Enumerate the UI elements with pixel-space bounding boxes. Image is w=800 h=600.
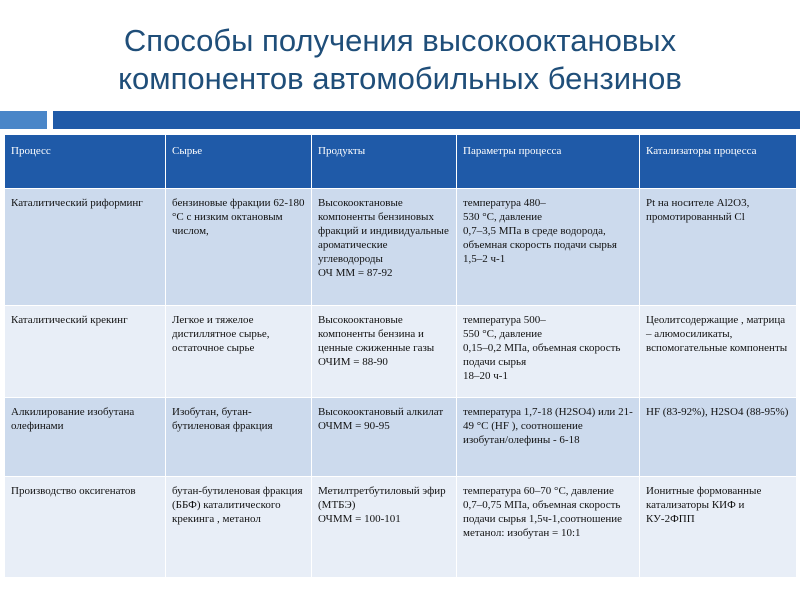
cell-feed: Легкое и тяжелое дистиллятное сырье, остаточное сырье: [166, 306, 312, 398]
cell-products-line: Высокооктановые компоненты бензина и ценные сжиженные газы: [318, 314, 435, 354]
cell-process: Каталитический риформинг: [5, 189, 166, 306]
cell-params: [457, 189, 640, 306]
cell-feed: Изобутан, бутан-бутиленовая фракция: [166, 398, 312, 477]
slide-title-line-1: Способы получения высокооктановых: [123, 23, 677, 58]
cell-feed: бензиновые фракции 62-180 °С с низким октановым числом,: [166, 189, 312, 306]
processes-table-container: [4, 134, 796, 600]
table-row: [5, 189, 797, 306]
header-products: Продукты: [312, 135, 457, 189]
header-process: Процесс: [5, 135, 166, 189]
cell-params: [457, 477, 640, 578]
cell-products: [312, 306, 457, 398]
cell-catalyst: Ионитные формованные катализаторы КИФ и КУ-2ФПП: [640, 477, 797, 578]
cell-params-line: 0,15–0,2 МПа, объемная скорость подачи сырья: [463, 342, 621, 368]
cell-catalyst: HF (83-92%), H2SO4 (88-95%): [640, 398, 797, 477]
table-row: [5, 306, 797, 398]
cell-products-line: Высокооктановый алкилат: [318, 406, 444, 418]
cell-products-line: Высокооктановые компоненты бензиновых фракций и индивидуальные ароматические углеводороды: [318, 197, 449, 265]
cell-params: [457, 398, 640, 477]
table-row: [5, 477, 797, 578]
cell-params-line: 18–20 ч-1: [463, 370, 508, 382]
slide-title: [0, 22, 800, 98]
slide-title-line-2: компонентов автомобильных бензинов: [118, 61, 682, 96]
cell-params-line: температура 480–: [463, 197, 546, 209]
cell-feed: бутан-бутиленовая фракция (ББФ) каталитического крекинга , метанол: [166, 477, 312, 578]
cell-params-line: температура 60–70 °С, давление 0,7–0,75 МПа, объемная скорость подачи сырья 1,5ч-1,соотношение метанол: изобутан = 10:1: [463, 485, 623, 539]
decorative-bar-right: [53, 111, 800, 129]
header-catalyst: Катализаторы процесса: [640, 135, 797, 189]
cell-process: Производство оксигенатов: [5, 477, 166, 578]
cell-products-line: ОЧММ = 90-95: [318, 420, 390, 432]
cell-products: [312, 398, 457, 477]
cell-products: [312, 189, 457, 306]
cell-catalyst: Цеолитсодержащие , матрица – алюмосиликаты, вспомогательные компоненты: [640, 306, 797, 398]
table-row: [5, 398, 797, 477]
header-params: Параметры процесса: [457, 135, 640, 189]
table-header-row: [5, 135, 797, 189]
decorative-bar-left: [0, 111, 47, 129]
cell-params-line: 530 °С, давление: [463, 211, 543, 223]
processes-table: [4, 134, 796, 578]
cell-products: [312, 477, 457, 578]
cell-products-line: ОЧИМ = 88-90: [318, 356, 388, 368]
cell-process: Каталитический крекинг: [5, 306, 166, 398]
cell-params-line: температура 500–: [463, 314, 546, 326]
cell-params: [457, 306, 640, 398]
cell-params-line: температура 1,7-18 (H2SO4) или 21-49 °С (HF ), соотношение: [463, 406, 633, 432]
cell-products-line: Метилтретбутиловый эфир (МТБЭ): [318, 485, 446, 511]
cell-params-line: изобутан/олефины - 6-18: [463, 434, 580, 446]
cell-process: Алкилирование изобутана олефинами: [5, 398, 166, 477]
cell-params-line: 550 °С, давление: [463, 328, 543, 340]
cell-products-line: ОЧ ММ = 87-92: [318, 267, 393, 279]
cell-products-line: ОЧММ = 100-101: [318, 513, 401, 525]
cell-catalyst: Pt на носителе Al2O3, промотированный Cl: [640, 189, 797, 306]
header-feed: Сырье: [166, 135, 312, 189]
cell-params-line: 0,7–3,5 МПа в среде водорода, объемная скорость подачи сырья 1,5–2 ч-1: [463, 225, 617, 265]
